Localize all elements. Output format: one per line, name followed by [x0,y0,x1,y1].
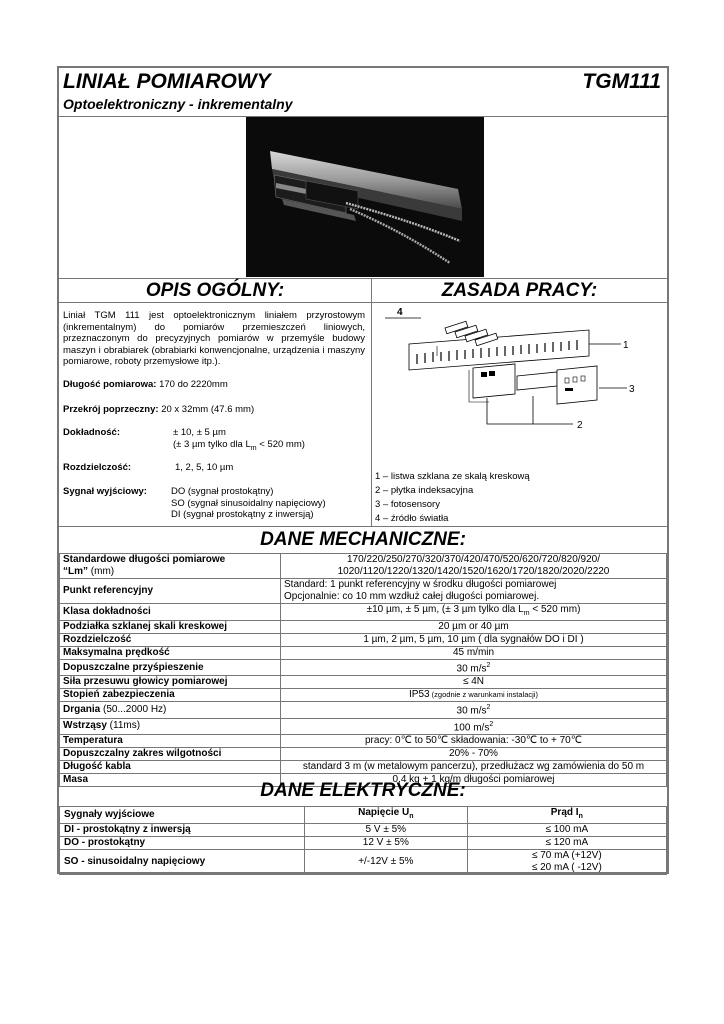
table-row [60,747,667,760]
row-value [281,604,667,621]
signal-name: DI - prostokątny z inwersją [60,824,305,837]
section-heading-opis: OPIS OGÓLNY: [145,280,285,301]
row-value: standard 3 m (w metalowym pancerzu), przedłużacz wg zamówienia do 50 m [281,760,667,773]
spec-note-text: < 520 mm) [256,438,305,450]
description-paragraph: Liniał TGM 111 jest optoelektronicznym liniałem przyrostowym (inkrementalnym) do pomiarów przemieszczeń liniowych, przeznaczonym do precyzyjnych pomiarów w przemyśle budowy maszyn i obrabiarek (obrabiarki konwencjonalne, urządzenia i maszyny pomiarowe, roboty przemysłowe itp.). [63,310,365,367]
principle-diagram [377,306,665,466]
row-label: Stopień zabezpieczenia [60,689,281,702]
value-line: ≤ 20 mA ( -12V) [531,862,602,873]
table-row [60,850,667,875]
value-text: ±10 µm, ± 5 µm, (± 3 µm tylko dla L [366,604,524,615]
diagram-callout-2: 2 [577,420,583,431]
table-row [60,760,667,773]
value-text: IP53 [409,689,430,701]
table-row [60,660,667,676]
label-unit: (mm) [88,566,115,577]
row-label: Klasa dokładności [60,604,281,621]
table-header-row [60,807,667,824]
label-unit: (50...2000 Hz) [100,703,167,715]
row-value [281,660,667,676]
divider [59,278,667,279]
row-value: 45 m/min [281,647,667,660]
row-label: Temperatura [60,734,281,747]
voltage-value: +/-12V ± 5% [305,850,468,875]
value-text: 30 m/s [456,705,487,717]
spec-label: Długość pomiarowa: [63,379,157,390]
divider [59,526,667,527]
value-text: 30 m/s [456,663,487,675]
row-label: Siła przesuwu głowicy pomiarowej [60,676,281,689]
spec-note-text: (± 3 µm tylko dla L [173,438,251,450]
value-line: Opcjonalnie: co 10 mm wzdłuż całej długości pomiarowej. [284,591,540,602]
row-value [281,718,667,734]
value-note: (zgodnie z warunkami instalacji) [429,690,538,700]
row-label: Dopuszczalne przyśpieszenie [60,660,281,676]
label-text: “Lm” [63,566,88,577]
current-value: ≤ 100 mA [467,824,666,837]
header-text: Napięcie U [358,807,410,818]
subscript: n [409,813,414,820]
voltage-value: 5 V ± 5% [305,824,468,837]
value-text: < 520 mm) [529,604,581,615]
spec-output-values [171,486,326,521]
model-code: TGM111 [582,70,661,93]
signal-name: DO - prostokątny [60,837,305,850]
diagram-label-4: 4 [397,307,403,318]
table-row [60,718,667,734]
table-row [60,734,667,747]
section-heading-zasada: ZASADA PRACY: [441,280,598,301]
row-value: 20% - 70% [281,747,667,760]
signal-name: SO - sinusoidalny napięciowy [60,850,305,875]
row-label: Maksymalna prędkość [60,647,281,660]
superscript: 2 [486,662,491,669]
value-line: ≤ 70 mA (+12V) [531,850,602,861]
row-value: 1 µm, 2 µm, 5 µm, 10 µm ( dla sygnałów DO i DI ) [281,634,667,647]
legend-item: 4 – źródło światła [375,513,449,524]
row-value: pracy: 0℃ to 50℃ składowania: -30℃ to + 70℃ [281,734,667,747]
spec-length [63,379,228,391]
spec-value: ± 10, ± 5 µm [173,427,226,438]
column-header [305,807,468,824]
superscript: 2 [489,720,494,728]
spec-accuracy-value [173,427,305,454]
row-label: Długość kabla [60,760,281,773]
table-row [60,554,667,579]
principle-diagram-svg [377,306,665,466]
spec-cross-section [63,404,254,416]
spec-resolution-label: Rozdzielczość: [63,462,132,473]
row-label [60,718,281,734]
superscript: 2 [486,704,491,712]
header-text: Prąd I [550,807,579,818]
divider [59,302,667,303]
column-header [467,807,666,824]
voltage-value: 12 V ± 5% [305,837,468,850]
page-subtitle: Optoelektroniczny - inkrementalny [63,96,293,112]
spec-value: 20 x 32mm (47.6 mm) [161,404,255,415]
label-text: Standardowe długości pomiarowe [63,554,226,565]
table-row [60,604,667,621]
value-text: 100 m/s [453,721,490,733]
output-signal: DO (sygnał prostokątny) [171,486,274,497]
subscript: n [578,813,583,820]
legend-item: 1 – listwa szklana ze skalą kreskową [375,471,530,482]
row-value [281,554,667,579]
current-value: ≤ 120 mA [467,837,666,850]
row-label: Masa [60,773,281,786]
product-photo [246,117,484,277]
table-row [60,689,667,702]
electrical-data-table [59,806,667,875]
table-row [60,647,667,660]
subscript: m [523,610,530,617]
row-label [60,554,281,579]
table-row [60,837,667,850]
spec-label: Przekrój poprzeczny: [63,404,159,415]
value-line: 1020/1120/1220/1320/1420/1520/1620/1720/1820/2020/2220 [337,566,610,577]
diagram-callout-1: 1 [623,340,629,351]
row-label: Dopuszczalny zakres wilgotności [60,747,281,760]
spec-accuracy-label: Dokładność: [63,427,121,438]
mechanical-data-table [59,553,667,787]
page-title: LINIAŁ POMIAROWY [63,70,271,93]
row-value: 0,4 kg + 1 kg/m długości pomiarowej [281,773,667,786]
row-label: Rozdzielczość [60,634,281,647]
datasheet-frame [57,66,669,874]
table-row [60,702,667,718]
table-row [60,621,667,634]
legend-item: 2 – płytka indeksacyjna [375,485,474,496]
table-row [60,676,667,689]
table-row [60,634,667,647]
diagram-callout-3: 3 [629,384,635,395]
section-heading-mech: DANE MECHANICZNE: [260,529,466,550]
row-value [281,689,667,702]
label-unit: (11ms) [106,720,141,732]
row-label: Punkt referencyjny [60,579,281,604]
output-signal: SO (sygnał sinusoidalny napięciowy) [171,497,326,509]
diagram-legend [375,470,530,526]
linear-scale-photo-illustration [246,117,484,277]
subscript: m [250,444,257,452]
spec-note [173,439,305,454]
value-line: 170/220/250/270/320/370/420/470/520/620/720/820/920/ [346,554,601,565]
current-value [467,850,666,875]
row-value: 20 µm or 40 µm [281,621,667,634]
legend-item: 3 – fotosensory [375,499,440,510]
value-line: Standard: 1 punkt referencyjny w środku długości pomiarowej [284,579,557,590]
column-header: Sygnały wyjściowe [60,807,305,824]
row-label [60,702,281,718]
column-divider [371,278,372,526]
label-text: Wstrząsy [63,720,107,732]
table-row [60,824,667,837]
spec-output-label: Sygnał wyjściowy: [63,486,147,497]
table-row [60,579,667,604]
output-signal: DI (sygnał prostokątny z inwersją) [171,509,314,520]
header [59,68,667,117]
spec-value: 170 do 2220mm [159,379,228,390]
row-value [281,702,667,718]
row-label: Podziałka szklanej skali kreskowej [60,621,281,634]
spec-resolution-value: 1, 2, 5, 10 µm [175,462,234,473]
section-heading-elec: DANE ELEKTRYCZNE: [260,780,466,801]
row-value [281,579,667,604]
row-value: ≤ 4N [281,676,667,689]
label-text: Drgania [63,703,101,715]
